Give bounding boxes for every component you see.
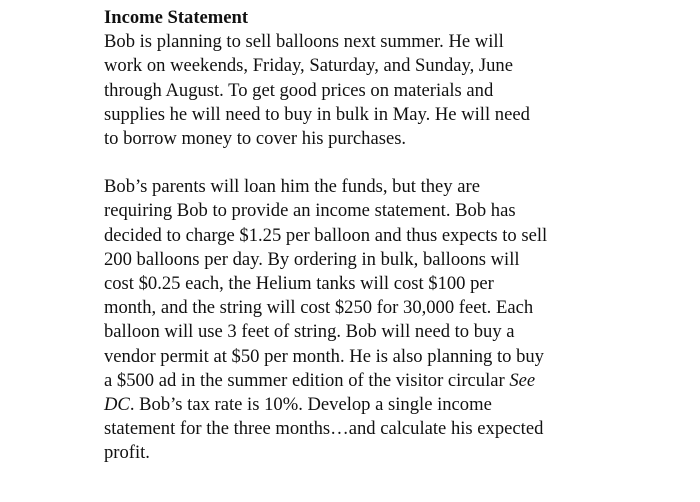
text-line: vendor permit at $50 per month. He is also planning to buy [104, 345, 544, 367]
text-line: statement for the three months…and calculate his expected [104, 418, 544, 440]
text-line: Bob’s parents will loan him the funds, but they are [104, 176, 480, 198]
italic-text: See [509, 369, 536, 391]
text-line: cost $0.25 each, the Helium tanks will cost $100 per [104, 273, 494, 295]
paragraph-intro [104, 30, 624, 151]
text-line: 200 balloons per day. By ordering in bulk, balloons will [104, 248, 520, 270]
text-line: month, and the string will cost $250 for 30,000 feet. Each [104, 297, 534, 319]
paragraph-gap [104, 151, 624, 175]
text-fragment: a $500 ad in the summer edition of the visitor circular [104, 369, 510, 391]
problem-document [104, 6, 624, 466]
text-fragment: . Bob’s tax rate is 10%. Develop a single income [129, 394, 492, 416]
text-line: work on weekends, Friday, Saturday, and Sunday, June [104, 55, 513, 77]
text-line: profit. [104, 442, 150, 464]
text-line: balloon will use 3 feet of string. Bob will need to buy a [104, 321, 515, 343]
text-line: through August. To get good prices on materials and [104, 79, 494, 101]
paragraph-details [104, 175, 624, 465]
text-line: to borrow money to cover his purchases. [104, 128, 407, 150]
text-line [104, 393, 624, 417]
text-line: supplies he will need to buy in bulk in May. He will need [104, 103, 530, 125]
text-line: decided to charge $1.25 per balloon and thus expects to sell [104, 224, 548, 246]
text-line: Bob is planning to sell balloons next summer. He will [104, 31, 504, 53]
document-title: Income Statement [104, 7, 249, 28]
text-line [104, 369, 624, 393]
italic-text: DC [104, 394, 130, 416]
text-line: requiring Bob to provide an income statement. Bob has [104, 200, 516, 222]
